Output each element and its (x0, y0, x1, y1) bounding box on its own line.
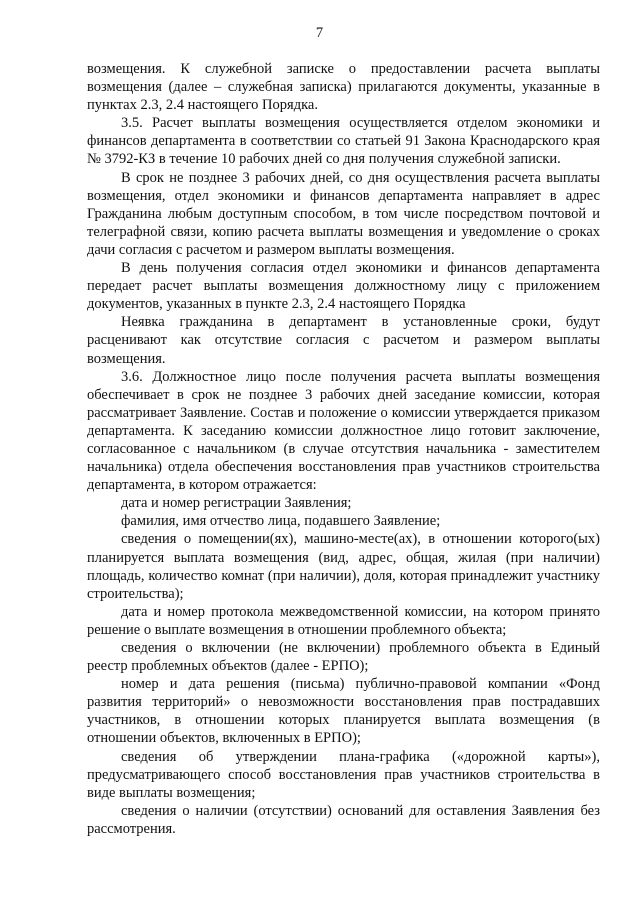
list-item-fund-decision: номер и дата решения (письма) публично-правовой компании «Фонд развития территорий» о невозможности восстановления прав пострадавших участников, в отношении которых планируется выплата возмещения (в отношении объектов, включенных в ЕРПО); (87, 676, 600, 747)
list-item-erpo-inclusion: сведения о включении (не включении) проблемного объекта в Единый реестр проблемных объектов (далее - ЕРПО); (87, 640, 600, 675)
page-number: 7 (315, 25, 324, 41)
list-item-commission-protocol: дата и номер протокола межведомственной комиссии, на котором принято решение о выплате возмещения в отношении проблемного объекта; (87, 603, 600, 638)
list-item-applicant-name: фамилия, имя отчество лица, подавшего Заявление; (121, 513, 441, 530)
list-item-premises-info: сведения о помещении(ях), машино-месте(ах), в отношении которого(ых) планируется выплата возмещения (вид, адрес, общая, жилая (при наличии) площадь, количество комнат (при наличии), доля, которая принадлежит участнику строительства); (87, 531, 600, 602)
paragraph-consent-day: В день получения согласия отдел экономики и финансов департамента передает расчет выплаты возмещения должностному лицу с приложением документов, указанных в пункте 2.3, 2.4 настоящего Порядка (87, 260, 600, 313)
paragraph-3-5: 3.5. Расчет выплаты возмещения осуществляется отделом экономики и финансов департамента в соответствии со статьей 91 Закона Краснодарского края № 3792-КЗ в течение 10 рабочих дней со дня получения служебной записки. (87, 115, 600, 168)
list-item-roadmap: сведения об утверждении плана-графика («дорожной карты»), предусматривающего способ восстановления прав участников строительства в виде выплаты возмещения; (87, 748, 600, 801)
list-item-registration: дата и номер регистрации Заявления; (121, 495, 352, 512)
document-body (87, 60, 600, 838)
list-item-grounds: сведения о наличии (отсутствии) оснований для оставления Заявления без рассмотрения. (87, 802, 600, 837)
paragraph-notification-deadline: В срок не позднее 3 рабочих дней, со дня осуществления расчета выплаты возмещения, отдел экономики и финансов департамента направляет в адрес Гражданина любым доступным способом, в том числе посредством почтовой и телеграфной связи, копию расчета выплаты возмещения и уведомление о сроках дачи согласия с расчетом и размером выплаты возмещения. (87, 169, 600, 258)
paragraph-continuation: возмещения. К служебной записке о предоставлении расчета выплаты возмещения (далее – служебная записка) прилагаются документы, указанные в пунктах 2.3, 2.4 настоящего Порядка. (87, 61, 600, 114)
paragraph-3-6: 3.6. Должностное лицо после получения расчета выплаты возмещения обеспечивает в срок не позднее 3 рабочих дней заседание комиссии, которая рассматривает Заявление. Состав и положение о комиссии утверждается приказом департамента. К заседанию комиссии должностное лицо готовит заключение, согласованное с начальником (в случае отсутствия начальника - заместителем начальника) отдела обеспечения восстановления прав участников строительства департамента, в котором отражается: (87, 368, 600, 494)
paragraph-non-appearance: Неявка гражданина в департамент в установленные сроки, будут расценивают как отсутствие согласия с расчетом и размером выплаты возмещения. (87, 314, 600, 367)
